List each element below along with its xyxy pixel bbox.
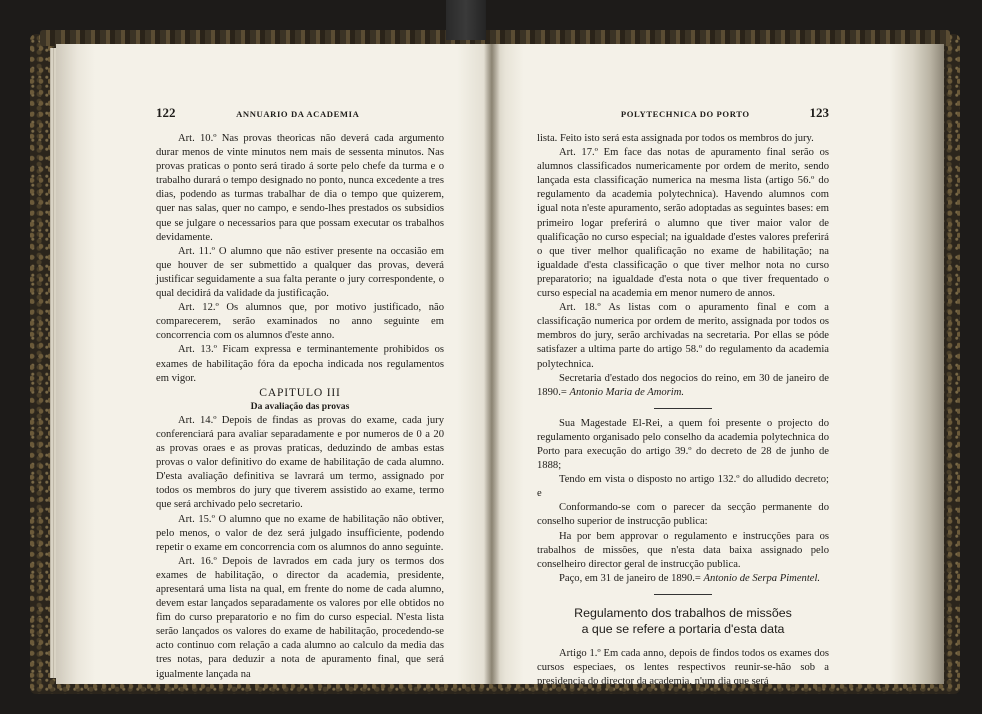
article-11: Art. 11.º O alumno que não estiver presente na occasião em que houver de ser submettido a qualquer das provas, deverá justificar seguidamente a sua falta perante o jury correspondente, o qual decidirá da validade da justificação. — [156, 245, 444, 300]
decree-paragraph-4: Ha por bem approvar o regulamento e instrucções para os trabalhos de missões, que n'esta data baixa assignado pelo conselheiro director geral de instrucção publica. — [537, 530, 829, 570]
page-number: 123 — [809, 105, 829, 120]
article-13: Art. 13.º Ficam expressa e terminantemente prohibidos os exames de habilitação fóra da epocha indicada nos regulamentos em vigor. — [156, 344, 444, 384]
book-gutter — [484, 44, 500, 684]
secretaria-signature: Antonio Maria de Amorim. — [569, 386, 685, 398]
article-16: Art. 16.º Depois de lavrados em cada jury os termos dos exames de habilitação, o director da academia, presidente, apresentará uma lista na qual, em frente do nome de cada alumno, devem estar lançados separadamente os valores por elle obtidos no fim do curso preparatorio e no fim do curso especial. N'esta lista serão lançados os valores do exame de habilitação, procedendo-se acto continuo com relação a cada alumno ao calculo da media das tres notas, para deduzir a nota de apuramento final, que será igualmente lançada na — [156, 555, 444, 680]
article-14: Art. 14.º Depois de findas as provas do exame, cada jury conferenciará para avaliar separadamente e por numeros de 0 a 20 as provas oraes e as provas praticas, deduzindo de ambas estas provas o valor definitivo do exame de habilitação de cada alumno. D'esta avaliação definitiva se lavrará um termo, assignado por todos os membros do jury que tiverem assistido ao exame, termo que será archivado pelo secretario. — [156, 414, 444, 511]
secretaria-text: Secretaria d'estado dos negocios do reino, em 30 de janeiro de 1890.= — [537, 372, 829, 398]
left-page-header — [156, 106, 444, 132]
article-18: Art. 18.º As listas com o apuramento final e com a classificação numerica por ordem de merito, assignada por todos os membros do jury, serão archivadas na secretaria. Por ellas se póde satisfazer a ultima parte do artigo 58.º do regulamento da academia polytechnica. — [537, 302, 829, 370]
article-12: Art. 12.º Os alumnos que, por motivo justificado, não comparecerem, serão examinados no anno seguinte em concorrencia com os alumnos d'este anno. — [156, 302, 444, 342]
chapter-heading: CAPITULO III — [259, 385, 341, 399]
right-page-header — [537, 106, 829, 132]
paco-text: Paço, em 31 de janeiro de 1890.= — [559, 572, 701, 584]
running-head: ANNUARIO DA ACADEMIA — [236, 109, 360, 119]
divider — [654, 594, 712, 595]
chapter-subheading: Da avaliação das provas — [250, 400, 350, 412]
divider — [654, 408, 712, 409]
page-number: 122 — [156, 105, 176, 120]
regulation-title-line-1: Regulamento dos trabalhos de missões — [574, 605, 792, 620]
decree-paragraph-1: Sua Magestade El-Rei, a quem foi presente o projecto do regulamento organisado pelo conselho da academia polytechnica do Porto para execução do artigo 39.º do decreto de 28 de junho de 1888; — [537, 417, 829, 472]
decree-paragraph-3: Conformando-se com o parecer da secção permanente do conselho superior de instrucção publica: — [537, 502, 829, 528]
running-head: POLYTECHNICA DO PORTO — [620, 109, 750, 119]
article-17: Art. 17.º Em face das notas de apuramento final serão os alumnos classificados numericamente por ordem de merito, sendo lançada esta classificação numerica na mesma lista (artigo 56.º do regulamento da academia polytechnica). Havendo alumnos com igual nota n'este apuramento, serão adoptadas as seguintes bases: em primeiro logar preferirá o alumno que tiver maior valor de qualificação no curso especial; na igualdade d'estes valores preferirá o que tiver melhor qualificação no exame de habilitação; na igualdade d'esta classificação o que tiver melhor nota no curso preparatorio; na igualdade d'esta nota o que tiver frequentado o curso especial na academia em menor numero de annos. — [537, 147, 829, 300]
decree-paragraph-2: Tendo em vista o disposto no artigo 132.º do alludido decreto; e — [537, 474, 829, 500]
article-15: Art. 15.º O alumno que no exame de habilitação não obtiver, pelo menos, o valor de dez será julgado insufficiente, podendo repetir o exame em concorrencia com os alumnos do anno seguinte. — [156, 513, 444, 553]
right-page-text — [537, 106, 829, 689]
article-16-continued: lista. Feito isto será esta assignada por todos os membros do jury. — [537, 133, 814, 144]
left-page-text — [156, 106, 444, 682]
paco-line — [537, 572, 829, 586]
regulation-title-line-2: a que se refere a portaria d'esta data — [581, 621, 785, 636]
article-1: Artigo 1.º Em cada anno, depois de findos todos os exames dos cursos especiaes, os lentes respectivos reunir-se-hão sob a presidencia do director da academia, n'um dia que será — [537, 647, 829, 688]
secretaria-line — [537, 372, 829, 400]
article-10: Art. 10.º Nas provas theoricas não deverá cada argumento durar menos de vinte minutos nem mais de sessenta minutos. Nas provas praticas o ponto será tirado á sorte pelo chefe da turma e o trabalho durará o tempo designado no ponto, nunca excedente a tres dias, podendo as turmas trabalhar de dia o tempo que quizerem, quer nas salas, quer no campo, e sendo-lhes prestados os subsidios que se julgare o necessarios para que possam executar os trabalhos devidamente. — [156, 133, 444, 243]
spine — [446, 0, 486, 40]
paco-signature: Antonio de Serpa Pimentel. — [703, 572, 821, 584]
regulation-title — [537, 605, 829, 637]
